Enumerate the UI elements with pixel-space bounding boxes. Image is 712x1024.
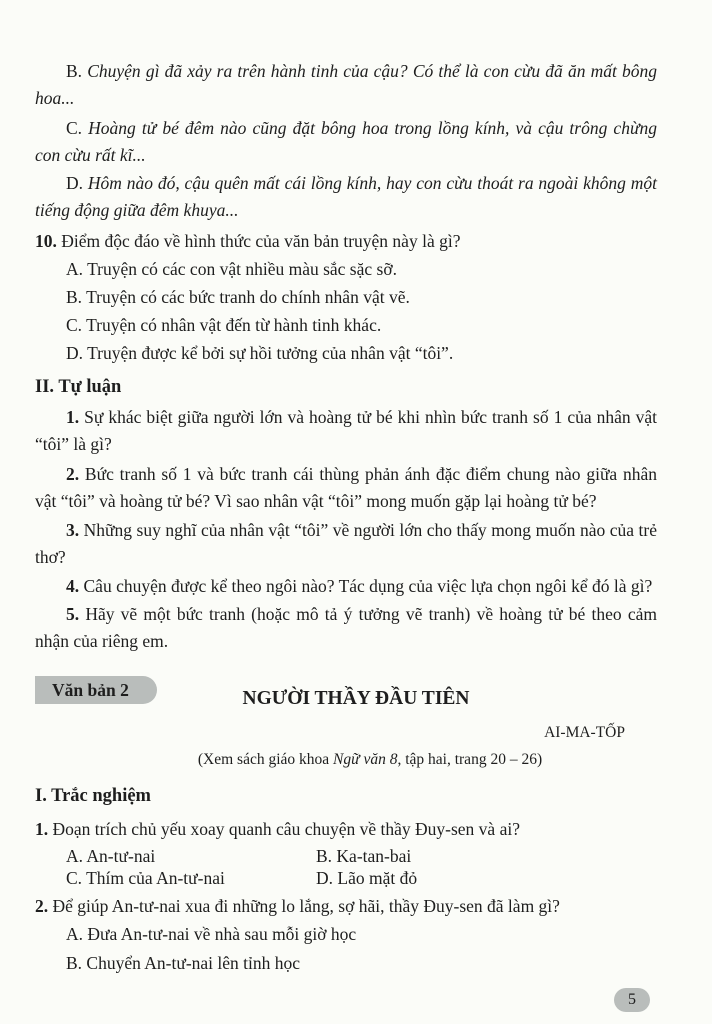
page-number: 5 <box>614 988 650 1012</box>
mc-question-1 <box>35 816 657 843</box>
essay-question-3 <box>35 517 657 571</box>
ref-post: , tập hai, trang 20 – 26) <box>397 751 543 768</box>
question-text: Bức tranh số 1 và bức tranh cái thùng phản ánh đặc điểm chung nào giữa nhân vật “tôi” và hoàng tử bé? Vì sao nhân vật “tôi” mong muốn gặp lại hoàng tử bé? <box>35 464 658 511</box>
question-number: 5. <box>66 604 80 624</box>
section-heading-essay: II. Tự luận <box>35 377 122 397</box>
option-letter: C. <box>66 118 83 138</box>
author: AI-MA-TỐP <box>544 724 625 741</box>
question-number: 3. <box>66 520 80 540</box>
option-letter: B. <box>66 61 83 81</box>
question-text: Sự khác biệt giữa người lớn và hoàng tử bé khi nhìn bức tranh số 1 của nhân vật “tôi” là gì? <box>35 407 657 454</box>
question-10 <box>35 228 657 255</box>
q10-option: D. Truyện được kể bởi sự hồi tưởng của nhân vật “tôi”. <box>66 343 454 363</box>
question-text: Để giúp An-tư-nai xua đi những lo lắng, sợ hãi, thầy Đuy-sen đã làm gì? <box>52 896 560 916</box>
option-text: Hoàng tử bé đêm nào cũng đặt bông hoa trong lồng kính, và cậu trông chừng con cừu rất kĩ... <box>35 118 657 165</box>
textbook-reference <box>0 751 712 769</box>
q10-option: C. Truyện có nhân vật đến từ hành tinh khác. <box>66 315 382 335</box>
option-text: Chuyện gì đã xảy ra trên hành tinh của cậu? Có thể là con cừu đã ăn mất bông hoa... <box>35 61 658 108</box>
essay-question-4 <box>35 573 657 600</box>
essay-question-5 <box>35 601 657 655</box>
question-text: Đoạn trích chủ yếu xoay quanh câu chuyện về thầy Đuy-sen và ai? <box>52 819 520 839</box>
question-number: 2. <box>66 464 80 484</box>
q2-option: B. Chuyển An-tư-nai lên tỉnh học <box>66 953 301 973</box>
question-number: 1. <box>35 819 49 839</box>
option-letter: D. <box>66 173 84 193</box>
q1-option: D. Lão mặt đỏ <box>316 868 418 888</box>
question-number: 10. <box>35 231 57 251</box>
q9-option-d <box>35 170 657 224</box>
ref-pre: (Xem sách giáo khoa <box>197 751 334 768</box>
q9-option-b <box>35 58 657 112</box>
question-number: 1. <box>66 407 80 427</box>
question-text: Câu chuyện được kể theo ngôi nào? Tác dụng của việc lựa chọn ngôi kể đó là gì? <box>83 576 653 596</box>
question-text: Điểm độc đáo về hình thức của văn bản truyện này là gì? <box>61 231 461 251</box>
ref-book: Ngữ văn 8 <box>333 751 398 768</box>
section-heading-multiple-choice: I. Trắc nghiệm <box>35 786 151 806</box>
essay-question-1 <box>35 404 657 458</box>
question-number: 4. <box>66 576 80 596</box>
q10-option: A. Truyện có các con vật nhiều màu sắc sặc sỡ. <box>66 259 397 279</box>
question-text: Hãy vẽ một bức tranh (hoặc mô tả ý tưởng vẽ tranh) về hoàng tử bé theo cảm nhận của riêng em. <box>35 604 657 651</box>
q1-option: A. An-tư-nai <box>66 846 156 866</box>
q2-option: A. Đưa An-tư-nai về nhà sau mỗi giờ học <box>66 924 357 944</box>
text-badge: Văn bản 2 <box>35 676 157 704</box>
q1-option: B. Ka-tan-bai <box>316 846 412 866</box>
q10-option: B. Truyện có các bức tranh do chính nhân vật vẽ. <box>66 287 410 307</box>
text-title: NGƯỜI THẦY ĐẦU TIÊN <box>242 688 470 709</box>
mc-question-2 <box>35 893 657 920</box>
option-text: Hôm nào đó, cậu quên mất cái lồng kính, hay con cừu thoát ra ngoài không một tiếng động giữa đêm khuya... <box>35 173 657 220</box>
question-number: 2. <box>35 896 49 916</box>
q9-option-c <box>35 115 657 169</box>
question-text: Những suy nghĩ của nhân vật “tôi” về người lớn cho thấy mong muốn nào của trẻ thơ? <box>35 520 657 567</box>
q1-option: C. Thím của An-tư-nai <box>66 868 225 888</box>
essay-question-2 <box>35 461 657 515</box>
